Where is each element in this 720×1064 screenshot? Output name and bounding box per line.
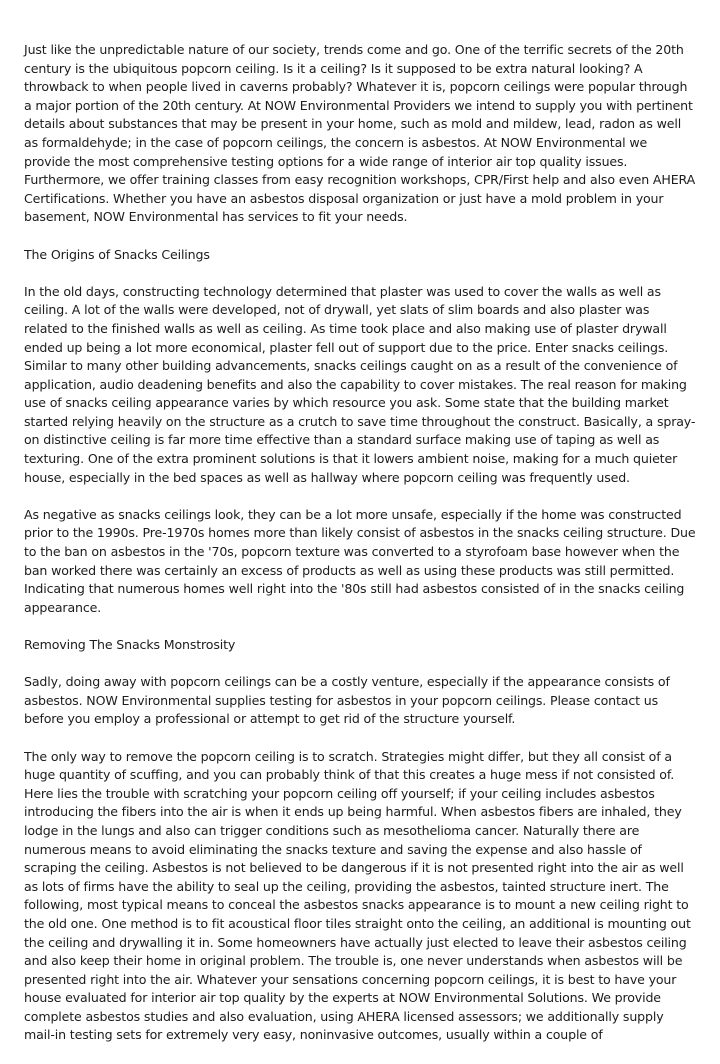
section-heading-removing: Removing The Snacks Monstrosity [24,637,236,652]
intro-paragraph: Just like the unpredictable nature of our society, trends come and go. One of the terrific secrets of the 20th century is the ubiquitous popcorn ceiling. Is it a ceiling? Is it supposed to be extra natural looking? A throwback to when people lived in caverns probably? Whatever it is, popcorn ceilings were popular through a major portion of the 20th century. At NOW Environmental Providers we intend to supply you with pertinent details about substances that may be present in your home, such as mold and mildew, lead, radon as well as formaldehyde; in the case of popcorn ceilings, the concern is asbestos. At NOW Environmental we provide the most comprehensive testing options for a wide range of interior air top quality issues. Furthermore, we offer training classes from easy recognition workshops, CPR/First help and also even AHERA Certifications. Whether you have an asbestos disposal organization or just have a mold problem in your basement, NOW Environmental has services to fit your needs. [24,42,696,225]
origins-paragraph: In the old days, constructing technology determined that plaster was used to cover the walls as well as ceiling. A lot of the walls were developed, not of drywall, yet slats of slim boards and also plaster was related to the finished walls as well as ceiling. As time took place and also making use of plaster drywall ended up being a lot more economical, plaster fell out of support due to the price. Enter snacks ceilings. Similar to many other building advancements, snacks ceilings caught on as a result of the convenience of application, audio deadening benefits and also the capability to cover mistakes. The real reason for making use of snacks ceiling appearance varies by which resource you ask. Some state that the building market started relying heavily on the structure as a crutch to save time throughout the construct. Basically, a spray-on distinctive ceiling is far more time effective than a standard surface making use of taping as well as texturing. One of the extra prominent solutions is that it lowers ambient noise, making for a much quieter house, especially in the bed spaces as well as hallway where popcorn ceiling was frequently used. [24,283,696,485]
removal-cost-paragraph: Sadly, doing away with popcorn ceilings can be a costly venture, especially if the appearance consists of asbestos. NOW Environmental supplies testing for asbestos in your popcorn ceilings. Please contact us before you employ a professional or attempt to get rid of the structure yourself. [24,674,670,727]
dangers-paragraph: As negative as snacks ceilings look, they can be a lot more unsafe, especially if the home was constructed prior to the 1990s. Pre-1970s homes more than likely consist of asbestos in the snacks ceiling structure. Due to the ban on asbestos in the '70s, popcorn texture was converted to a styrofoam base however when the ban worked there was certainly an excess of products as well as using these products was still permitted. Indicating that numerous homes well right into the '80s still had asbestos consisted of in the snacks ceiling appearance. [24,506,696,615]
removal-methods-paragraph: The only way to remove the popcorn ceiling is to scratch. Strategies might differ, but they all consist of a huge quantity of scuffing, and you can probably think of that this creates a huge mess if not consisted of. Here lies the trouble with scratching your popcorn ceiling off yourself; if your ceiling includes asbestos introducing the fibers into the air is when it ends up being harmful. When asbestos fibers are inhaled, they lodge in the lungs and also can trigger conditions such as mesothelioma cancer. Naturally there are numerous means to avoid eliminating the snacks texture and saving the expense and also hassle of scraping the ceiling. Asbestos is not believed to be dangerous if it is not presented right into the air as well as lots of firms have the ability to seal up the ceiling, providing the asbestos, tainted structure inert. The following, most typical means to conceal the asbestos snacks appearance is to mount a new ceiling right to the old one. One method is to fit acoustical floor tiles straight onto the ceiling, an additional is mounting out the ceiling and drywalling it in. Some homeowners have actually just elected to leave their asbestos ceiling and also keep their home in original problem. The trouble is, one never understands when asbestos will be presented right into the air. Whatever your sensations concerning popcorn ceilings, it is best to have your house evaluated for interior air top quality by the experts at NOW Environmental Solutions. We provide complete asbestos studies and also evaluation, using AHERA licensed assessors; we additionally supply mail-in testing sets for extremely very easy, noninvasive outcomes, usually within a couple of [24,748,691,1043]
document-body [24,41,696,1064]
section-heading-origins: The Origins of Snacks Ceilings [24,246,210,262]
